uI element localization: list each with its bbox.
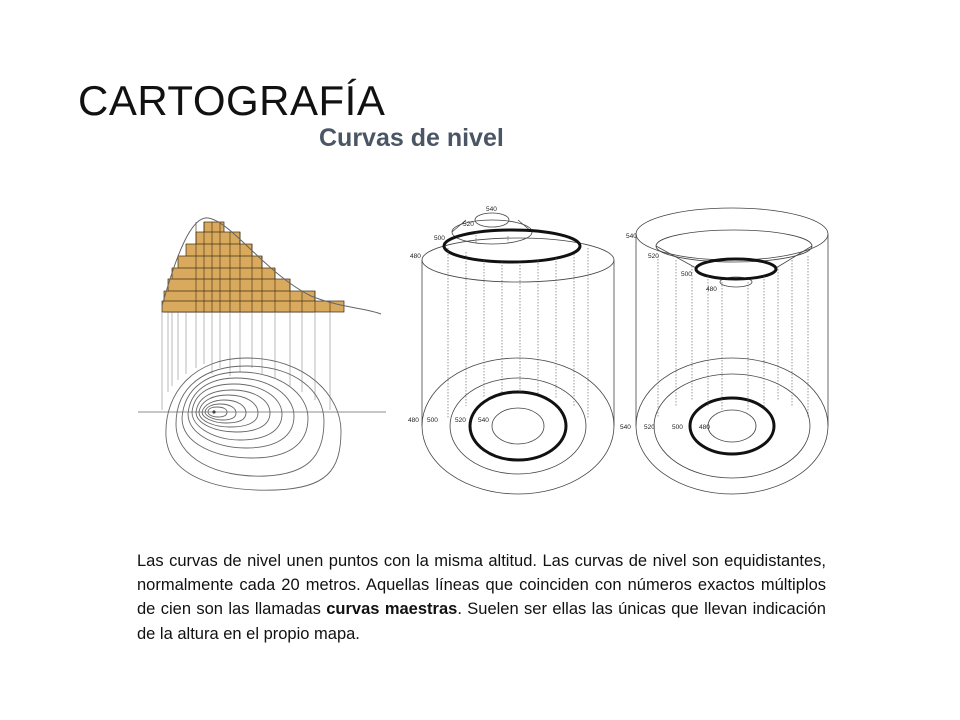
- hill-map-label-540: 540: [478, 417, 489, 424]
- hill-label-520: 520: [463, 221, 474, 228]
- hill-map-label-500: 500: [427, 417, 438, 424]
- depression-label-500: 500: [681, 271, 692, 278]
- depression-map-label-520: 520: [644, 424, 655, 431]
- depression-label-520: 520: [648, 253, 659, 260]
- paragraph-bold-term: curvas maestras: [326, 600, 458, 619]
- paragraph-text-2: . Suelen ser ellas las únicas que llevan indicación de la altura en el propio mapa.: [137, 600, 826, 643]
- depression-label-540: 540: [626, 233, 637, 240]
- depression-panel: [620, 208, 828, 494]
- description-paragraph: [137, 549, 826, 646]
- summit-point: [212, 410, 215, 413]
- hill-map-label-520: 520: [455, 417, 466, 424]
- hill-panel: [408, 206, 614, 494]
- hill-label-540: 540: [486, 206, 497, 213]
- contour-illustration: [136, 196, 836, 500]
- depression-map-label-500: 500: [672, 424, 683, 431]
- hill-label-480: 480: [410, 253, 421, 260]
- hill-map-label-480: 480: [408, 417, 419, 424]
- paragraph-text-1: Las curvas de nivel unen puntos con la misma altitud. Las curvas de nivel son equidistantes, normalmente cada 20 metros. Aquellas líneas que coinciden con números exactos múltiplos de cien son las llamadas: [137, 552, 826, 619]
- hill-label-500: 500: [434, 235, 445, 242]
- depression-map-label-480: 480: [699, 424, 710, 431]
- slide-subtitle: Curvas de nivel: [319, 124, 504, 152]
- projection-lines: [162, 312, 330, 410]
- slide-title: CARTOGRAFÍA: [78, 77, 386, 124]
- hill-contour-map: [166, 358, 341, 490]
- depression-map-label-540: 540: [620, 424, 631, 431]
- contour-diagram: [136, 196, 836, 500]
- profile-panel: [138, 218, 386, 490]
- depression-label-480: 480: [706, 286, 717, 293]
